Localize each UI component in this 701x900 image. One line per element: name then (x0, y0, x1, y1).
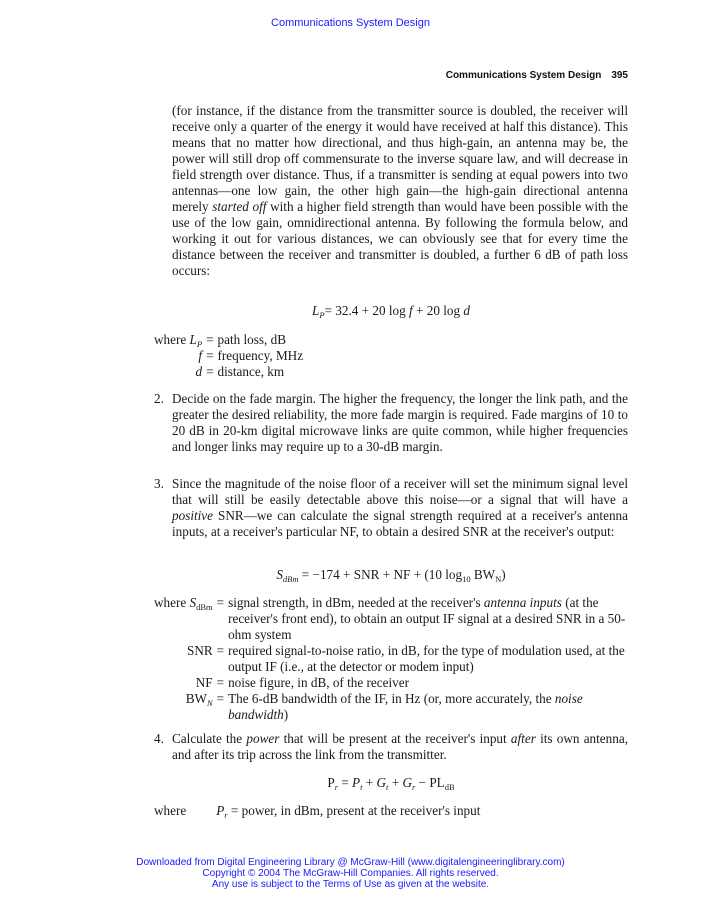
equation-path-loss: $L_P= 32.4 + 20$ log f + 20 log d (312, 303, 470, 320)
page-number: 395 (611, 70, 628, 81)
running-head (446, 70, 628, 81)
footer-copyright (0, 857, 701, 890)
intro-paragraph: (for instance, if the distance from the transmitter source is doubled, the receiver will receive only a quarter of the energy it would have received at half this distance). This means that no matter how directional, and thus high-gain, an antenna may be, the power will still drop off commensurate to the inverse square law, and will decrease in field strength over distance. Thus, if a transmitter is sending at equal powers into two antennas—one low gain, the other high gain—the high-gain directional antenna merely started off with a higher field strength than would have been possible with the use of the low gain, omnidirectional antenna. By following the formula below, and working it out for various distances, we can obviously see that for every time the distance between the receiver and transmitter is doubled, a further 6 dB of path loss occurs: (172, 103, 629, 278)
where-block-signal-strength: where $S_{dBm}$ = signal strength, in dBm, needed at the receiver's antenna inputs (at the receiver's front end), to obtain an output IF signal at a desired SNR in a 50-ohm system SNR = required signal-to-noise ratio, in dB, for the type of modulation used, at the output IF (i.e., at the detector or modem input) NF = noise figure, in dB, of the receiver $BW_N$ = The 6-dB bandwidth of the IF, in Hz (or, more accurately, the noise bandwidth) (154, 595, 626, 722)
list-item-received-power: 4. Calculate the power that will be present at the receiver's input after its own antenna, and after its trip across the link from the transmitter. (154, 731, 628, 762)
equation-signal-strength: $S_{dBm} = -174$ + SNR + NF + (10 $\log_{10} BW_N$) (276, 567, 506, 584)
equation-received-power: $P_r = P_t + G_t + G_r - PL_{dB}$ (327, 775, 455, 792)
footer-copyright-line: Copyright © 2004 The McGraw-Hill Companies. All rights reserved. (202, 868, 499, 879)
where-block-path-loss: where $L_P$ = path loss, dB f = frequency, MHz d = distance, km (154, 332, 304, 379)
list-item-noise-floor: 3. Since the magnitude of the noise floor of a receiver will set the minimum signal level that will still be easily detectable above this noise—or a signal that will have a positive SNR—we can calculate the signal strength required at a receiver's antenna inputs, at a receiver's particular NF, to obtain a desired SNR at the receiver's output: (154, 476, 628, 539)
running-head-title: Communications System Design (445, 70, 602, 81)
list-item-fade-margin: 2. Decide on the fade margin. The higher the frequency, the longer the link path, and the greater the desired reliability, the more fade margin is required. Fade margins of 10 to 20 dB in 20-km digital microwave links are quite common, while higher frequencies and longer links may require up to a 30-dB margin. (154, 391, 628, 454)
where-block-received-power: where $P_r$ = power, in dBm, present at the receiver's input (154, 803, 481, 820)
footer-download-link[interactable]: Downloaded from Digital Engineering Library @ McGraw-Hill (www.digitalengineeringlibrary.com) (136, 857, 565, 868)
top-link[interactable]: Communications System Design (271, 17, 430, 29)
footer-terms-line: Any use is subject to the Terms of Use as given at the website. (211, 879, 490, 890)
